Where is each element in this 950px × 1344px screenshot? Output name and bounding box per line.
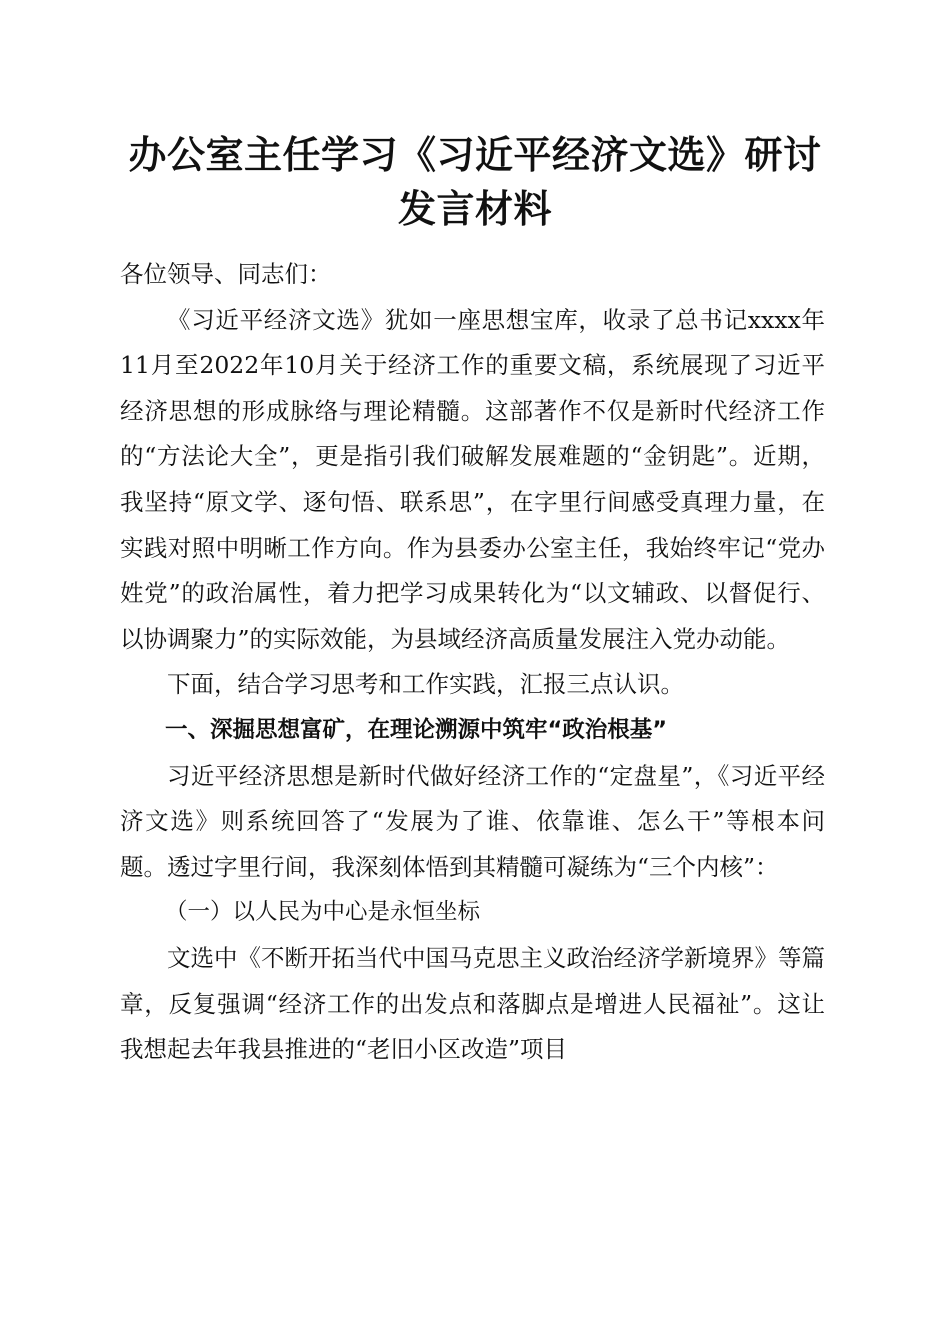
subsection-heading-1: （一）以人民为中心是永恒坐标: [165, 899, 481, 926]
document-body: [120, 252, 825, 1073]
document-title: 办公室主任学习《习近平经济文选》研讨发言材料: [128, 132, 822, 231]
intro-paragraph: 《习近平经济文选》犹如一座思想宝库，收录了总书记xxxx年11月至2022年10月关于经济工作的重要文稿，系统展现了习近平经济思想的形成脉络与理论精髓。这部著作不仅是新时代经济工作的“方法论大全”，更是指引我们破解发展难题的“金钥匙”。近期，我坚持“原文学、逐句悟、联系思”，在字里行间感受真理力量，在实践对照中明晰工作方向。作为县委办公室主任，我始终牢记“党办姓党”的政治属性，着力把学习成果转化为“以文辅政、以督促行、以协调聚力”的实际效能，为县域经济高质量发展注入党办动能。: [120, 305, 825, 653]
transition-paragraph: 下面，结合学习思考和工作实践，汇报三点认识。: [167, 670, 684, 699]
subsection-1-paragraph: 文选中《不断开拓当代中国马克思主义政治经济学新境界》等篇章，反复强调“经济工作的出发点和落脚点是增进人民福祉”。这让我想起去年我县推进的“老旧小区改造”项目: [120, 943, 825, 1064]
salutation: 各位领导、同志们：: [120, 260, 332, 288]
section-1-paragraph: 习近平经济思想是新时代做好经济工作的“定盘星”，《习近平经济文选》则系统回答了“发展为了谁、依靠谁、怎么干”等根本问题。透过字里行间，我深刻体悟到其精髓可凝练为“三个内核”：: [120, 761, 825, 881]
section-heading-1: 一、深掘思想富矿，在理论溯源中筑牢“政治根基”: [165, 716, 668, 743]
